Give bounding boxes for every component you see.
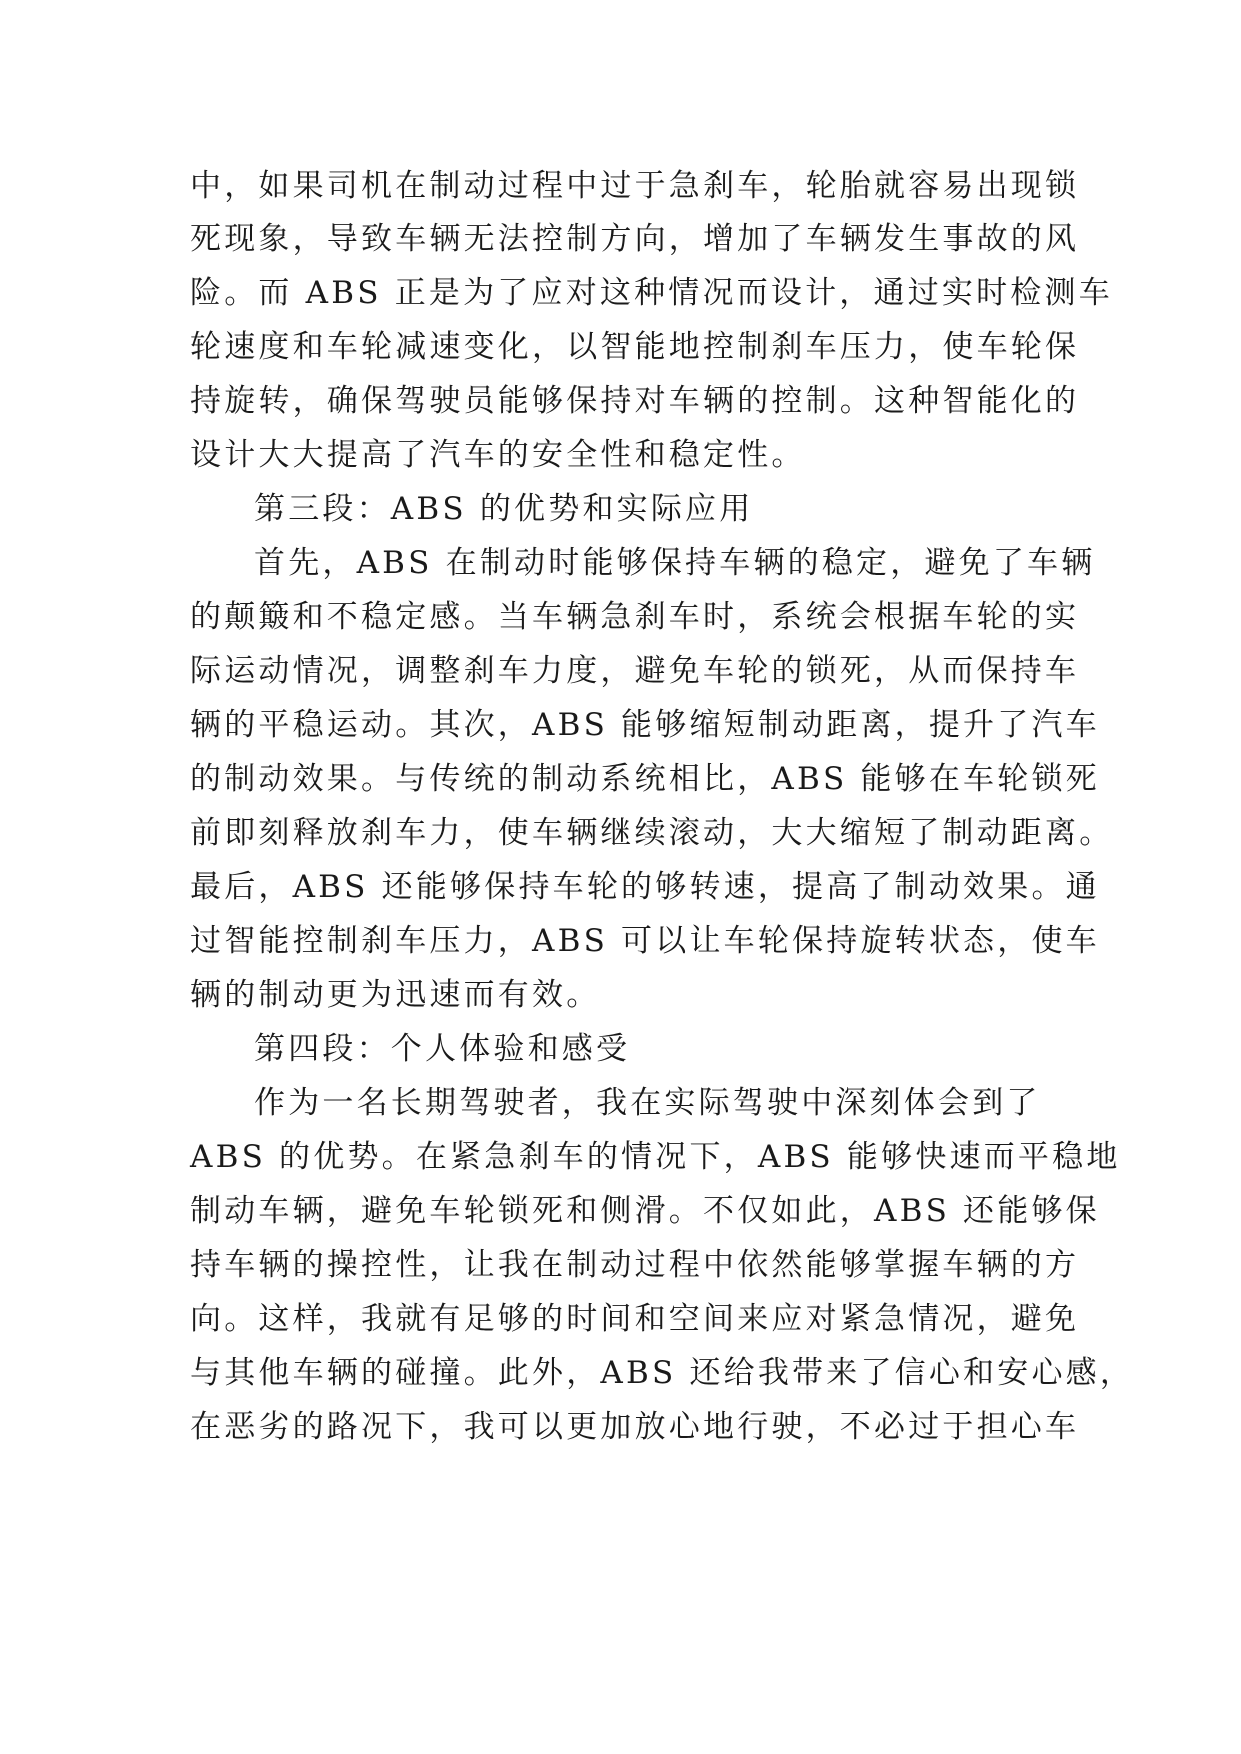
text-line: 轮速度和车轮减速变化，以智能地控制刹车压力，使车轮保	[190, 329, 1080, 365]
text-line: 持旋转，确保驾驶员能够保持对车辆的控制。这种智能化的	[190, 383, 1080, 419]
text-line: 制动车辆，避免车轮锁死和侧滑。不仅如此，ABS 还能够保	[190, 1193, 1100, 1229]
text-line: 前即刻释放刹车力，使车辆继续滚动，大大缩短了制动距离。	[190, 815, 1114, 851]
text-line: 险。而 ABS 正是为了应对这种情况而设计，通过实时检测车	[190, 275, 1113, 311]
section-heading: 第四段：个人体验和感受	[254, 1031, 631, 1067]
text-line: 在恶劣的路况下，我可以更加放心地行驶，不必过于担心车	[190, 1409, 1080, 1445]
text-line: 的颠簸和不稳定感。当车辆急刹车时，系统会根据车轮的实	[190, 599, 1080, 635]
text-line: 向。这样，我就有足够的时间和空间来应对紧急情况，避免	[190, 1301, 1080, 1337]
text-line: 过智能控制刹车压力，ABS 可以让车轮保持旋转状态，使车	[190, 923, 1100, 959]
text-line: 辆的制动更为迅速而有效。	[190, 977, 601, 1013]
text-line: ABS 的优势。在紧急刹车的情况下，ABS 能够快速而平稳地	[190, 1139, 1121, 1175]
text-line: 的制动效果。与传统的制动系统相比，ABS 能够在车轮锁死	[190, 761, 1100, 797]
text-line: 中，如果司机在制动过程中过于急刹车，轮胎就容易出现锁	[190, 168, 1080, 204]
text-line: 最后，ABS 还能够保持车轮的够转速，提高了制动效果。通	[190, 869, 1100, 905]
text-line: 际运动情况，调整刹车力度，避免车轮的锁死，从而保持车	[190, 653, 1080, 689]
text-line: 首先，ABS 在制动时能够保持车辆的稳定，避免了车辆	[254, 545, 1096, 581]
text-line: 设计大大提高了汽车的安全性和稳定性。	[190, 437, 806, 473]
text-line: 作为一名长期驾驶者，我在实际驾驶中深刻体会到了	[254, 1085, 1041, 1121]
text-line: 持车辆的操控性，让我在制动过程中依然能够掌握车辆的方	[190, 1247, 1080, 1283]
text-line: 死现象，导致车辆无法控制方向，增加了车辆发生事故的风	[190, 221, 1080, 257]
text-line: 与其他车辆的碰撞。此外，ABS 还给我带来了信心和安心感，	[190, 1355, 1135, 1391]
section-heading: 第三段：ABS 的优势和实际应用	[254, 491, 754, 527]
text-line: 辆的平稳运动。其次，ABS 能够缩短制动距离，提升了汽车	[190, 707, 1100, 743]
